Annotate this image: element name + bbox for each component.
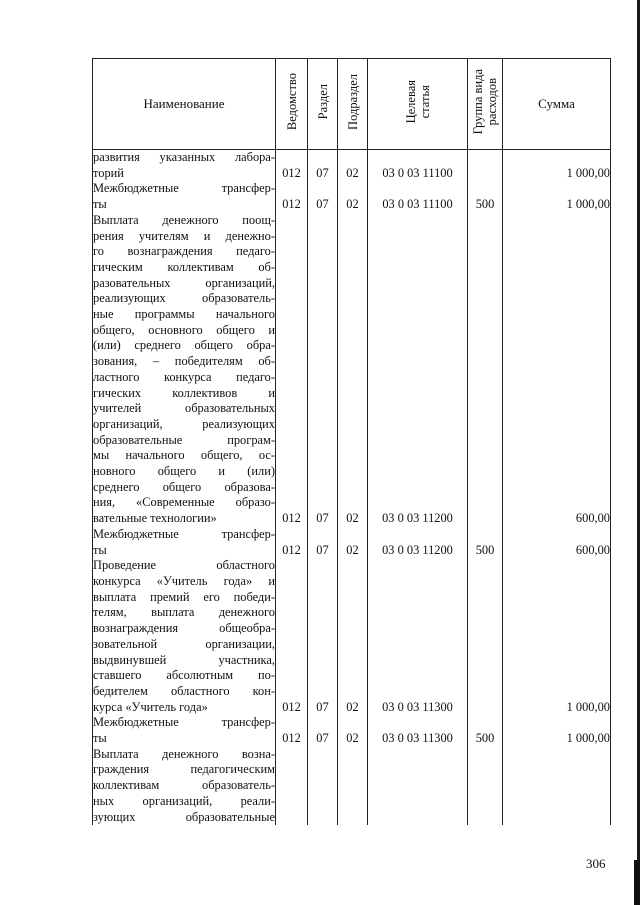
row-vedomstvo	[276, 527, 308, 558]
row-name-line: выплата премий его победи-	[93, 589, 275, 604]
header-gruppa-line2: расходов	[485, 78, 499, 126]
row-vedomstvo	[276, 213, 308, 527]
table-row	[93, 558, 611, 715]
row-gruppa	[468, 558, 503, 715]
row-name-line: развития указанных лабора-	[93, 150, 275, 164]
row-name-line: вознаграждения общеобра-	[93, 621, 275, 636]
row-gruppa-value: 500	[475, 542, 495, 557]
row-gruppa	[468, 747, 503, 826]
row-name-line: мы начального общего, ос-	[93, 448, 275, 463]
row-name-line: ния, «Современные образо-	[93, 495, 275, 510]
header-podrazdel	[338, 59, 368, 150]
row-podrazdel-value: 02	[346, 731, 359, 745]
row-razdel-value: 07	[316, 731, 329, 745]
row-gruppa	[468, 715, 503, 746]
row-razdel-value: 07	[316, 699, 329, 714]
header-celevaya-line1: Целевая	[403, 80, 418, 124]
row-celevaya-value: 03 0 03 11300	[382, 731, 453, 745]
row-celevaya-value: 03 0 03 11200	[382, 542, 453, 557]
row-name-line: разовательных организаций,	[93, 275, 275, 290]
row-podrazdel	[338, 527, 368, 558]
row-summa-value: 1 000,00	[566, 197, 610, 212]
row-name-cell	[93, 527, 276, 558]
row-razdel-value: 07	[316, 542, 329, 557]
row-celevaya	[368, 150, 468, 182]
row-name-line: ные программы начального	[93, 307, 275, 322]
row-name-line: организаций, реализующих	[93, 416, 275, 431]
row-gruppa	[468, 181, 503, 212]
row-name-line: граждения педагогическим	[93, 762, 275, 777]
row-podrazdel	[338, 181, 368, 212]
header-celevaya	[368, 59, 468, 150]
row-name-line: Межбюджетные трансфер-	[93, 526, 275, 541]
row-vedomstvo-value: 012	[282, 731, 301, 745]
row-podrazdel	[338, 715, 368, 746]
row-name-line: среднего общего образова-	[93, 479, 275, 494]
row-name-cell	[93, 747, 276, 826]
row-celevaya-value: 03 0 03 11300	[382, 699, 453, 714]
row-summa	[503, 747, 611, 826]
table-row	[93, 150, 611, 182]
row-vedomstvo-value: 012	[282, 511, 301, 526]
row-summa-value: 1 000,00	[566, 699, 610, 714]
row-podrazdel-value: 02	[346, 165, 359, 180]
row-gruppa	[468, 150, 503, 182]
header-name: Наименование	[93, 59, 276, 150]
row-summa-value: 1 000,00	[566, 731, 610, 745]
table-row	[93, 527, 611, 558]
row-vedomstvo-value: 012	[282, 699, 301, 714]
row-name-line: Межбюджетные трансфер-	[93, 715, 275, 730]
row-podrazdel-value: 02	[346, 542, 359, 557]
row-name-cell	[93, 181, 276, 212]
row-name-line: курса «Учитель года»	[93, 699, 208, 714]
row-name-line: бедителем областного кон-	[93, 683, 275, 698]
row-razdel	[308, 150, 338, 182]
row-summa	[503, 150, 611, 182]
row-name-line: общего, основного общего и	[93, 322, 275, 337]
row-vedomstvo-value: 012	[282, 197, 301, 212]
budget-table	[92, 58, 611, 825]
row-razdel	[308, 558, 338, 715]
row-name-line: телям, выплата денежного	[93, 605, 275, 620]
row-name-line: ластного конкурса педаго-	[93, 369, 275, 384]
row-name-line: Выплата денежного поощ-	[93, 212, 275, 227]
row-podrazdel-value: 02	[346, 197, 359, 212]
row-name-line: ты	[93, 542, 107, 557]
row-name-line: зующих образовательные	[93, 809, 275, 824]
row-podrazdel	[338, 150, 368, 182]
row-name-line: торий	[93, 165, 124, 180]
row-celevaya	[368, 527, 468, 558]
row-celevaya	[368, 715, 468, 746]
row-gruppa-value: 500	[475, 731, 495, 745]
row-gruppa	[468, 213, 503, 527]
row-name-cell	[93, 213, 276, 527]
table-header-row	[93, 59, 611, 150]
row-summa	[503, 558, 611, 715]
header-gruppa	[468, 59, 503, 150]
row-gruppa	[468, 527, 503, 558]
row-name-line: гических коллективов и	[93, 385, 275, 400]
row-name-line: ставшего абсолютным по-	[93, 668, 275, 683]
row-vedomstvo	[276, 150, 308, 182]
row-name-line: (или) среднего общего обра-	[93, 338, 275, 353]
header-gruppa-line1: Группа вида	[471, 69, 485, 135]
row-name-line: реализующих образователь-	[93, 291, 275, 306]
row-name-line: гическим коллективам об-	[93, 259, 275, 274]
row-celevaya	[368, 213, 468, 527]
row-razdel-value: 07	[316, 511, 329, 526]
row-name-line: рения учителям и денежно-	[93, 228, 275, 243]
row-razdel-value: 07	[316, 197, 329, 212]
table-body	[93, 150, 611, 826]
row-summa	[503, 715, 611, 746]
row-name-line: коллективам образователь-	[93, 778, 275, 793]
header-gruppa-text	[471, 69, 499, 134]
row-name-line: выдвинувшей участника,	[93, 652, 275, 667]
row-name-line: го вознаграждения педаго-	[93, 244, 275, 259]
row-celevaya	[368, 558, 468, 715]
row-name-line: вательные технологии»	[93, 511, 217, 526]
row-name-line: Выплата денежного возна-	[93, 746, 275, 761]
row-name-line: ты	[93, 731, 107, 746]
row-summa-value: 1 000,00	[566, 165, 610, 180]
row-podrazdel-value: 02	[346, 511, 359, 526]
row-celevaya	[368, 747, 468, 826]
row-razdel	[308, 213, 338, 527]
row-name-line: зования, – победителям об-	[93, 354, 275, 369]
row-name-line: ных организаций, реали-	[93, 793, 275, 808]
row-vedomstvo-value: 012	[282, 542, 301, 557]
header-razdel	[308, 59, 338, 150]
row-vedomstvo	[276, 181, 308, 212]
row-razdel-value: 07	[316, 165, 329, 180]
table-row	[93, 715, 611, 746]
row-name-cell	[93, 150, 276, 182]
row-name-line: Проведение областного	[93, 558, 275, 573]
page-number: 306	[586, 856, 606, 871]
row-vedomstvo	[276, 715, 308, 746]
row-celevaya-value: 03 0 03 11100	[382, 165, 453, 180]
header-razdel-text: Раздел	[315, 84, 330, 120]
table-row	[93, 747, 611, 826]
row-name-line: учителей образовательных	[93, 401, 275, 416]
page-edge-shadow	[634, 860, 640, 905]
row-summa	[503, 213, 611, 527]
row-razdel	[308, 715, 338, 746]
row-name-cell	[93, 558, 276, 715]
row-vedomstvo	[276, 558, 308, 715]
row-celevaya	[368, 181, 468, 212]
row-summa-value: 600,00	[575, 542, 610, 557]
header-summa: Сумма	[503, 59, 611, 150]
table-row	[93, 181, 611, 212]
row-vedomstvo	[276, 747, 308, 826]
row-celevaya-value: 03 0 03 11100	[382, 197, 453, 212]
row-name-line: конкурса «Учитель года» и	[93, 573, 275, 588]
header-vedomstvo-text: Ведомство	[284, 73, 299, 131]
row-celevaya-value: 03 0 03 11200	[382, 511, 453, 526]
row-podrazdel	[338, 213, 368, 527]
header-celevaya-line2: статья	[417, 85, 432, 119]
row-podrazdel	[338, 558, 368, 715]
row-vedomstvo-value: 012	[282, 165, 301, 180]
row-name-line: Межбюджетные трансфер-	[93, 181, 275, 196]
row-gruppa-value: 500	[475, 197, 495, 212]
row-razdel	[308, 181, 338, 212]
row-name-cell	[93, 715, 276, 746]
header-podrazdel-text: Подраздел	[345, 74, 360, 130]
row-summa	[503, 527, 611, 558]
row-name-line: образовательные програм-	[93, 432, 275, 447]
row-razdel	[308, 527, 338, 558]
row-name-line: ты	[93, 197, 107, 212]
header-vedomstvo	[276, 59, 308, 150]
row-summa	[503, 181, 611, 212]
row-podrazdel	[338, 747, 368, 826]
row-name-line: новного общего и (или)	[93, 464, 275, 479]
header-celevaya-text	[404, 80, 432, 123]
table-row	[93, 213, 611, 527]
row-name-line: зовательной организации,	[93, 636, 275, 651]
row-razdel	[308, 747, 338, 826]
row-summa-value: 600,00	[575, 511, 610, 526]
row-podrazdel-value: 02	[346, 699, 359, 714]
